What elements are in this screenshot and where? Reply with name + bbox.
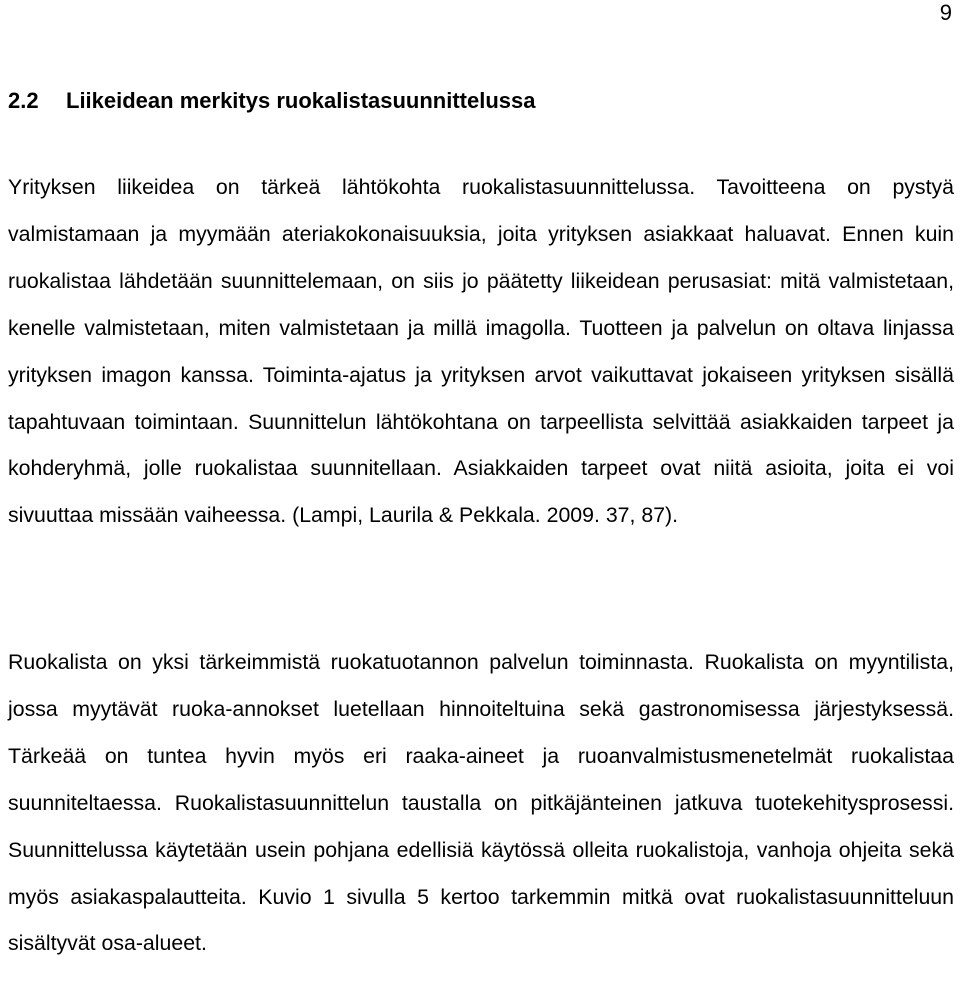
section-heading <box>8 86 536 116</box>
section-number: 2.2 <box>8 88 39 113</box>
section-title: Liikeidean merkitys ruokalistasuunnittelussa <box>66 88 536 113</box>
paragraph-1: Yrityksen liikeidea on tärkeä lähtökohta ruokalistasuunnittelussa. Tavoitteena on pystyä valmistamaan ja myymään ateriakokonaisuuksia, joita yrityksen asiakkaat haluavat. Ennen kuin ruokalistaa lähdetään suunnittelemaan, on siis jo päätetty liikeidean perusasiat: mitä valmistetaan, kenelle valmistetaan, miten valmistetaan ja millä imagolla. Tuotteen ja palvelun on oltava linjassa yrityksen imagon kanssa. Toiminta-ajatus ja yrityksen arvot vaikuttavat jokaiseen yrityksen sisällä tapahtuvaan toimintaan. Suunnittelun lähtökohtana on tarpeellista selvittää asiakkaiden tarpeet ja kohderyhmä, jolle ruokalistaa suunnitellaan. Asiakkaiden tarpeet ovat niitä asioita, joita ei voi sivuuttaa missään vaiheessa. (Lampi, Laurila & Pekkala. 2009. 37, 87). <box>8 175 954 528</box>
paragraph-2: Ruokalista on yksi tärkeimmistä ruokatuotannon palvelun toiminnasta. Ruokalista on myyntilista, jossa myytävät ruoka-annokset luetellaan hinnoiteltuina sekä gastronomisessa järjestyksessä. Tärkeää on tuntea hyvin myös eri raaka-aineet ja ruoanvalmistusmenetelmät ruokalistaa suunniteltaessa. Ruokalistasuunnittelun taustalla on pitkäjänteinen jatkuva tuotekehitysprosessi. Suunnittelussa käytetään usein pohjana edellisiä käytössä olleita ruokalistoja, vanhoja ohjeita sekä myös asiakaspalautteita. Kuvio 1 sivulla 5 kertoo tarkemmin mitkä ovat ruokalistasuunnitteluun sisältyvät osa-alueet. <box>8 650 954 956</box>
page-number: 9 <box>939 0 952 25</box>
